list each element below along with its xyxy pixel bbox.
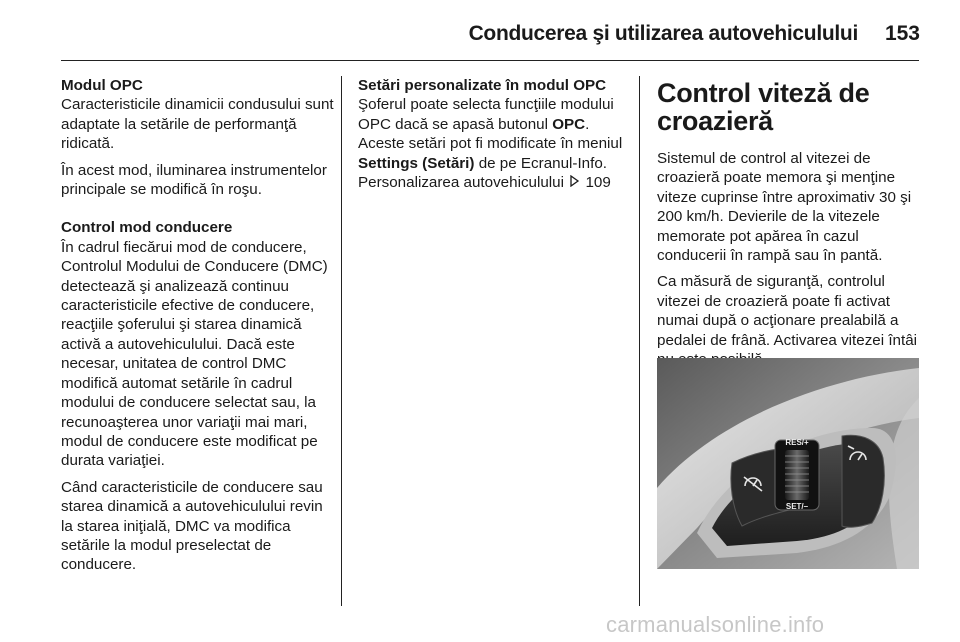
res-plus-label: RES/+	[785, 438, 809, 447]
drive-mode-control-paragraph-1: În cadrul fiecărui mod de conducere, Controlul Modului de Conducere (DMC) detectează şi analizează continuu caracteristicile efective de conducere, reacţiile şoferului şi starea dinamică activă a autovehiculului. Dacă este necesar, unitatea de control DMC modifică automat setările în cadrul modului de conducere selectat sau, la recunoaşterea unor variaţii mai mari, modul de conducere este modificat pe durata variaţiei.	[61, 238, 328, 470]
page-header	[0, 0, 960, 60]
opc-custom-settings-heading: Setări personalizate în modul OPC	[358, 77, 607, 94]
opc-custom-settings-paragraph	[358, 95, 626, 192]
column-right	[657, 79, 927, 376]
watermark: carmanualsonline.info	[606, 612, 825, 637]
opc-mode-heading: Modul OPC	[61, 77, 143, 94]
drive-mode-control-paragraph-2: Când caracteristicile de conducere sau starea dinamică a autovehiculului revin la starea iniţială, DMC va modifica setările la modul preselectat de conducere.	[61, 478, 323, 574]
text-run: . Aceste setări pot fi modificate în meniul	[358, 115, 623, 153]
column-divider-1	[341, 76, 342, 606]
column-left	[61, 76, 336, 582]
opc-mode-paragraph-2: În acest mod, iluminarea instrumentelor principale se modifică în roşu.	[61, 161, 327, 199]
text-run: Şoferul poate selecta funcţiile modului OPC dacă se apasă butonul	[358, 96, 614, 133]
column-divider-2	[639, 76, 640, 606]
opc-mode-paragraph-1: Caracteristicile dinamicii condusului sunt adaptate la setările de performanţă ridicată.	[61, 96, 334, 153]
page-reference[interactable]: 109	[585, 174, 611, 192]
opc-button-term: OPC	[552, 115, 586, 133]
drive-mode-control-heading: Control mod conducere	[61, 219, 233, 237]
set-minus-label: SET/–	[785, 502, 809, 511]
cruise-control-title: Control viteză de croazieră	[657, 78, 870, 136]
header-rule	[61, 60, 919, 61]
column-middle	[358, 76, 626, 199]
text-run: de pe Ecranul-Info. Personalizarea autovehiculului	[358, 154, 608, 192]
running-title: Conducerea şi utilizarea autovehiculului	[468, 22, 858, 45]
cruise-control-paragraph-2: Ca măsură de siguranţă, controlul vitezei de croazieră poate fi activat numai după o acţionare prealabilă a pedalei de frână. Activarea vitezei întâi	[657, 273, 918, 349]
reference-arrow-icon[interactable]	[568, 173, 581, 192]
cruise-control-paragraph-1: Sistemul de control al vitezei de croazieră poate memora şi menţine viteze cuprinse între aproximativ 30 şi 200 km/h. Devierile de la vitezele memorate pot apărea în cazul conducerii în rampă sau în pantă.	[657, 150, 912, 265]
settings-menu-term: Settings (Setări)	[358, 154, 475, 172]
page-number: 153	[884, 22, 920, 45]
steering-wheel-controls-photo	[657, 358, 919, 569]
